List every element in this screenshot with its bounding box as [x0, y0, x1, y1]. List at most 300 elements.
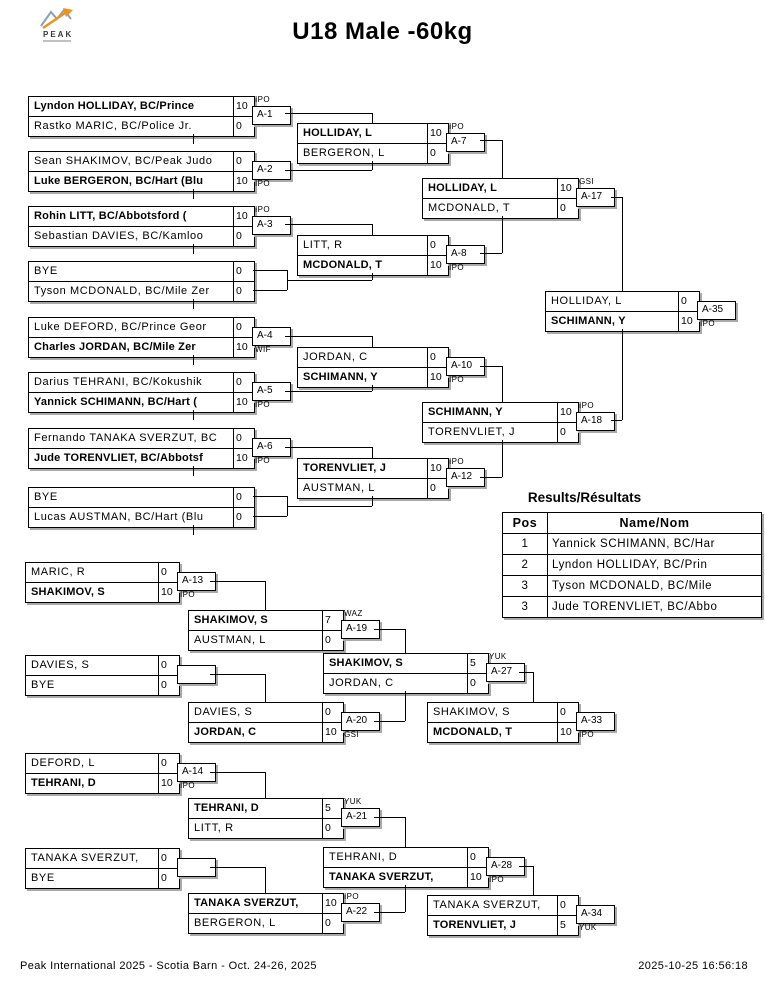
- player-name: Luke DEFORD, BC/Prince Geor: [34, 321, 207, 333]
- player-row: [189, 818, 343, 838]
- bracket-connector-line: [285, 170, 372, 171]
- score-value: 10: [427, 368, 448, 387]
- match-A-7: [297, 123, 449, 164]
- bracket-connector-line: [519, 866, 533, 867]
- bracket-connector-line: [519, 672, 533, 673]
- player-name: JORDAN, C: [194, 726, 257, 738]
- bracket-connector-line: [287, 280, 372, 281]
- match-A-21: [188, 798, 344, 839]
- match-A-17: [422, 178, 579, 219]
- player-row: [189, 611, 343, 630]
- results-table: [502, 512, 762, 618]
- win-type-tag: GSI: [579, 177, 594, 186]
- player-name: SCHIMANN, Y: [303, 371, 378, 383]
- player-row: [29, 116, 254, 136]
- bracket-connector-line: [372, 224, 373, 235]
- match-number-label: A-35: [697, 301, 736, 320]
- player-row: [546, 311, 699, 331]
- match-A-1: [28, 96, 255, 137]
- bracket-connector-line: [502, 140, 503, 178]
- score-value: 0: [427, 144, 448, 163]
- bracket-connector-line: [287, 496, 288, 516]
- score-value: 0: [233, 429, 254, 448]
- match-number-label: A-1: [252, 106, 291, 125]
- match-number-label: A-22: [341, 903, 380, 922]
- player-row: [189, 894, 343, 913]
- player-row: [29, 152, 254, 171]
- match-number-label: A-3: [252, 216, 291, 235]
- player-name: Darius TEHRANI, BC/Kokushik: [34, 376, 203, 388]
- match-number-label: A-6: [252, 438, 291, 457]
- bracket-connector-line: [265, 867, 266, 893]
- player-name: TANAKA SVERZUT,: [194, 897, 299, 909]
- score-value: 10: [233, 449, 254, 468]
- bracket-connector-line: [405, 885, 406, 912]
- bracket-connector-line: [193, 244, 194, 254]
- win-type-tag: IPO: [344, 892, 359, 901]
- player-row: [298, 236, 448, 255]
- player-row: [298, 459, 448, 478]
- score-value: 10: [427, 459, 448, 478]
- score-value: 0: [322, 631, 343, 650]
- win-type-tag: GSI: [344, 730, 359, 739]
- bracket-connector-line: [210, 581, 265, 582]
- player-name: TANAKA SVERZUT,: [31, 852, 139, 864]
- bracket-connector-line: [405, 691, 406, 721]
- bracket-connector-line: [480, 477, 502, 478]
- player-name: SHAKIMOV, S: [329, 657, 403, 669]
- score-value: 10: [467, 868, 488, 887]
- player-name: BERGERON, L: [194, 917, 276, 929]
- results-row: [503, 534, 762, 555]
- match-number-label: A-10: [446, 357, 485, 376]
- player-row: [324, 673, 488, 693]
- player-row: [298, 255, 448, 275]
- player-name: Fernando TANAKA SVERZUT, BC: [34, 432, 218, 444]
- result-name: Jude TORENVLIET, BC/Abbo: [548, 597, 762, 618]
- player-name: BYE: [34, 491, 58, 503]
- win-type-tag: IPO: [449, 375, 464, 384]
- bracket-connector-line: [285, 113, 372, 114]
- match-number-label: A-33: [576, 712, 615, 731]
- player-name: LITT, R: [303, 239, 343, 251]
- score-value: 10: [322, 723, 343, 742]
- player-name: BYE: [34, 265, 58, 277]
- player-name: Luke BERGERON, BC/Hart (Blu: [34, 175, 204, 187]
- match-A-6: [28, 428, 255, 469]
- result-position: 3: [503, 597, 548, 618]
- player-row: [29, 429, 254, 448]
- player-row: [26, 656, 179, 675]
- player-row: [423, 422, 578, 442]
- player-row: [26, 675, 179, 695]
- player-row: [189, 703, 343, 722]
- score-value: 10: [557, 723, 578, 742]
- player-row: [428, 896, 578, 915]
- player-row: [29, 318, 254, 337]
- player-row: [29, 262, 254, 281]
- result-position: 2: [503, 555, 548, 576]
- player-name: SCHIMANN, Y: [428, 406, 503, 418]
- bracket-connector-line: [480, 253, 502, 254]
- player-row: [29, 448, 254, 468]
- match-A-20: [188, 702, 344, 743]
- player-name: DEFORD, L: [31, 757, 96, 769]
- bracket-connector-line: [265, 772, 266, 798]
- score-value: 0: [427, 348, 448, 367]
- score-value: 10: [322, 894, 343, 913]
- score-value: 10: [678, 312, 699, 331]
- match-number-label: A-8: [446, 245, 485, 264]
- results-col-name: Name/Nom: [548, 513, 762, 534]
- score-value: 0: [233, 152, 254, 171]
- player-row: [26, 563, 179, 582]
- player-row: [189, 913, 343, 933]
- results-col-pos: Pos: [503, 513, 548, 534]
- player-name: HOLLIDAY, L: [551, 295, 623, 307]
- score-value: 5: [322, 799, 343, 818]
- bracket-connector-line: [372, 447, 373, 458]
- player-name: AUSTMAN, L: [194, 634, 267, 646]
- player-name: TEHRANI, D: [329, 851, 398, 863]
- bracket-connector-line: [287, 506, 372, 507]
- player-name: JORDAN, C: [329, 677, 394, 689]
- match-A-4: [28, 317, 255, 358]
- bracket-connector-line: [611, 420, 622, 421]
- player-row: [298, 478, 448, 498]
- score-value: 5: [557, 916, 578, 935]
- player-name: TORENVLIET, J: [433, 919, 517, 931]
- score-value: 5: [467, 654, 488, 673]
- bracket-connector-line: [193, 525, 194, 535]
- bracket-connector-line: [193, 299, 194, 309]
- player-name: HOLLIDAY, L: [303, 127, 373, 139]
- score-value: 0: [233, 508, 254, 527]
- bracket-connector-line: [480, 140, 502, 141]
- win-type-tag: IPO: [449, 263, 464, 272]
- score-value: 10: [233, 97, 254, 116]
- player-name: LITT, R: [194, 822, 234, 834]
- page-title: U18 Male -60kg: [292, 18, 473, 45]
- player-row: [298, 143, 448, 163]
- bracket-connector-line: [374, 721, 405, 722]
- score-value: 0: [233, 262, 254, 281]
- result-position: 3: [503, 576, 548, 597]
- bracket-connector-line: [285, 224, 372, 225]
- score-value: 0: [158, 849, 179, 868]
- match-A-35: [545, 291, 700, 332]
- bracket-connector-line: [253, 290, 287, 291]
- score-value: 10: [233, 393, 254, 412]
- match-A-10: [297, 347, 449, 388]
- player-row: [26, 754, 179, 773]
- results-row: [503, 555, 762, 576]
- score-value: 0: [322, 703, 343, 722]
- win-type-tag: IPO: [180, 590, 195, 599]
- player-name: TORENVLIET, J: [303, 462, 387, 474]
- bracket-connector-line: [405, 629, 406, 653]
- score-value: 0: [557, 423, 578, 442]
- bracket-connector-line: [372, 496, 373, 506]
- player-name: SHAKIMOV, S: [433, 706, 511, 718]
- bracket-connector-line: [372, 161, 373, 170]
- win-type-tag: WAZ: [344, 609, 363, 618]
- score-value: 10: [427, 124, 448, 143]
- score-value: 0: [158, 869, 179, 888]
- player-name: HOLLIDAY, L: [428, 182, 498, 194]
- match-A-13: [25, 562, 180, 603]
- player-name: Jude TORENVLIET, BC/Abbotsf: [34, 452, 203, 464]
- player-name: BERGERON, L: [303, 147, 385, 159]
- results-row: [503, 597, 762, 618]
- score-value: 0: [678, 292, 699, 311]
- score-value: 10: [158, 774, 179, 793]
- bracket-connector-line: [405, 817, 406, 847]
- player-name: JORDAN, C: [303, 351, 368, 363]
- match-A-27: [323, 653, 489, 694]
- player-name: SHAKIMOV, S: [194, 614, 268, 626]
- player-name: BYE: [31, 679, 55, 691]
- match-number-label: A-17: [576, 188, 615, 207]
- player-name: Lyndon HOLLIDAY, BC/Prince: [34, 100, 195, 112]
- score-value: 10: [557, 179, 578, 198]
- player-name: TANAKA SVERZUT,: [433, 899, 541, 911]
- logo-text: PEAK: [43, 30, 74, 39]
- match-RBYE-1: [25, 655, 180, 696]
- player-row: [26, 582, 179, 602]
- player-name: Rastko MARIC, BC/Police Jr.: [34, 120, 193, 132]
- score-value: 0: [233, 117, 254, 136]
- bracket-connector-line: [533, 672, 534, 702]
- match-number-label: A-18: [576, 412, 615, 431]
- bracket-connector-line: [210, 674, 265, 675]
- bracket-connector-line: [502, 440, 503, 477]
- match-number-label: A-14: [177, 763, 216, 782]
- player-row: [324, 654, 488, 673]
- match-A-19: [188, 610, 344, 651]
- player-name: AUSTMAN, L: [303, 482, 376, 494]
- result-name: Lyndon HOLLIDAY, BC/Prin: [548, 555, 762, 576]
- bracket-connector-line: [210, 867, 265, 868]
- score-value: 0: [427, 479, 448, 498]
- win-type-tag: YUK: [344, 797, 362, 806]
- match-A-28: [323, 847, 489, 888]
- player-name: Lucas AUSTMAN, BC/Hart (Blu: [34, 511, 204, 523]
- score-value: 10: [427, 256, 448, 275]
- win-type-tag: YUK: [579, 923, 597, 932]
- player-name: DAVIES, S: [31, 659, 90, 671]
- bracket-connector-line: [622, 329, 623, 420]
- results-title: Results/Résultats: [527, 490, 642, 505]
- score-value: 0: [467, 848, 488, 867]
- player-name: Charles JORDAN, BC/Mile Zer: [34, 341, 196, 353]
- score-value: 0: [158, 676, 179, 695]
- win-type-tag: IPO: [255, 400, 270, 409]
- score-value: 0: [557, 896, 578, 915]
- bracket-connector-line: [372, 336, 373, 347]
- bracket-connector-line: [502, 216, 503, 253]
- player-name: MCDONALD, T: [433, 726, 513, 738]
- bracket-connector-line: [210, 772, 265, 773]
- bracket-connector-line: [193, 134, 194, 144]
- player-row: [428, 722, 578, 742]
- score-value: 0: [467, 674, 488, 693]
- event-footer: Peak International 2025 - Scotia Barn - Oct. 24-26, 2025: [20, 960, 317, 972]
- results-row: [503, 576, 762, 597]
- bracket-connector-line: [285, 447, 372, 448]
- match-A-34: [427, 895, 579, 936]
- score-value: 7: [322, 611, 343, 630]
- player-row: [26, 868, 179, 888]
- player-row: [298, 348, 448, 367]
- player-name: MCDONALD, T: [428, 202, 511, 214]
- win-type-tag: WIF: [255, 345, 271, 354]
- result-position: 1: [503, 534, 548, 555]
- score-value: 0: [158, 754, 179, 773]
- score-value: 0: [427, 236, 448, 255]
- win-type-tag: IPO: [255, 456, 270, 465]
- player-row: [423, 198, 578, 218]
- player-name: DAVIES, S: [194, 706, 253, 718]
- player-name: MARIC, R: [31, 566, 86, 578]
- player-name: Sean SHAKIMOV, BC/Peak Judo: [34, 155, 213, 167]
- match-BYE-2: [28, 487, 255, 528]
- player-row: [29, 281, 254, 301]
- timestamp: 2025-10-25 16:56:18: [638, 960, 748, 972]
- bracket-connector-line: [287, 270, 288, 290]
- bracket-connector-line: [502, 366, 503, 402]
- bracket-connector-line: [480, 366, 502, 367]
- bracket-connector-line: [374, 912, 405, 913]
- player-row: [29, 226, 254, 246]
- bracket-connector-line: [285, 391, 372, 392]
- bracket-connector-line: [193, 355, 194, 365]
- player-row: [324, 848, 488, 867]
- player-row: [428, 703, 578, 722]
- score-value: 0: [557, 703, 578, 722]
- player-name: Tyson MCDONALD, BC/Mile Zer: [34, 285, 210, 297]
- win-type-tag: IPO: [579, 730, 594, 739]
- match-number-label: A-2: [252, 161, 291, 180]
- player-row: [298, 124, 448, 143]
- player-name: Yannick SCHIMANN, BC/Hart (: [34, 396, 198, 408]
- player-row: [189, 799, 343, 818]
- match-A-8: [297, 235, 449, 276]
- match-number-label: A-19: [341, 620, 380, 639]
- player-row: [423, 179, 578, 198]
- match-A-14: [25, 753, 180, 794]
- bracket-connector-line: [193, 410, 194, 420]
- player-row: [29, 337, 254, 357]
- score-value: 0: [322, 819, 343, 838]
- match-number-label: A-5: [252, 382, 291, 401]
- win-type-tag: IPO: [579, 401, 594, 410]
- bracket-connector-line: [374, 629, 405, 630]
- match-A-2: [28, 151, 255, 192]
- match-A-22: [188, 893, 344, 934]
- player-name: Rohin LITT, BC/Abbotsford (: [34, 210, 187, 222]
- win-type-tag: IPO: [255, 179, 270, 188]
- match-A-12: [297, 458, 449, 499]
- bracket-connector-line: [193, 466, 194, 476]
- match-number-label: A-7: [446, 133, 485, 152]
- player-name: SCHIMANN, Y: [551, 315, 626, 327]
- score-value: 0: [233, 227, 254, 246]
- player-name: SHAKIMOV, S: [31, 586, 105, 598]
- score-value: 0: [233, 488, 254, 507]
- result-name: Tyson MCDONALD, BC/Mile: [548, 576, 762, 597]
- bracket-connector-line: [253, 496, 287, 497]
- win-type-tag: IPO: [255, 205, 270, 214]
- match-number-label: A-13: [177, 572, 216, 591]
- match-number-label: A-28: [486, 857, 525, 876]
- player-row: [546, 292, 699, 311]
- player-name: BYE: [31, 872, 55, 884]
- player-row: [26, 773, 179, 793]
- player-name: Sebastian DAVIES, BC/Kamloo: [34, 230, 204, 242]
- player-name: TANAKA SVERZUT,: [329, 871, 434, 883]
- bracket-connector-line: [253, 516, 287, 517]
- match-A-5: [28, 372, 255, 413]
- win-type-tag: IPO: [180, 781, 195, 790]
- win-type-tag: IPO: [489, 875, 504, 884]
- score-value: 0: [322, 914, 343, 933]
- score-value: 0: [233, 373, 254, 392]
- match-A-3: [28, 206, 255, 247]
- score-value: 10: [233, 207, 254, 226]
- player-name: TEHRANI, D: [194, 802, 259, 814]
- player-row: [29, 373, 254, 392]
- match-number-label: A-21: [341, 808, 380, 827]
- player-name: MCDONALD, T: [303, 259, 383, 271]
- player-row: [298, 367, 448, 387]
- score-value: 0: [233, 318, 254, 337]
- match-A-18: [422, 402, 579, 443]
- match-number-label: A-12: [446, 468, 485, 487]
- results-header-row: [503, 513, 762, 534]
- player-row: [29, 392, 254, 412]
- player-row: [29, 488, 254, 507]
- bracket-connector-line: [193, 189, 194, 199]
- player-name: TORENVLIET, J: [428, 426, 516, 438]
- win-type-tag: IPO: [255, 95, 270, 104]
- match-number-label: A-20: [341, 712, 380, 731]
- bracket-connector-line: [285, 336, 372, 337]
- player-row: [423, 403, 578, 422]
- score-value: 10: [233, 172, 254, 191]
- player-name: TEHRANI, D: [31, 777, 96, 789]
- player-row: [29, 507, 254, 527]
- player-row: [324, 867, 488, 887]
- player-row: [189, 630, 343, 650]
- match-number-label: A-4: [252, 327, 291, 346]
- win-type-tag: IPO: [449, 457, 464, 466]
- win-type-tag: IPO: [449, 122, 464, 131]
- result-name: Yannick SCHIMANN, BC/Har: [548, 534, 762, 555]
- win-type-tag: IPO: [700, 319, 715, 328]
- bracket-connector-line: [265, 581, 266, 610]
- score-value: 10: [233, 338, 254, 357]
- bracket-connector-line: [253, 270, 287, 271]
- score-value: 10: [158, 583, 179, 602]
- bracket-connector-line: [372, 113, 373, 123]
- bracket-connector-line: [611, 197, 622, 198]
- win-type-tag: YUK: [489, 652, 507, 661]
- player-row: [29, 171, 254, 191]
- score-value: 0: [233, 282, 254, 301]
- score-value: 0: [158, 563, 179, 582]
- score-value: 10: [557, 403, 578, 422]
